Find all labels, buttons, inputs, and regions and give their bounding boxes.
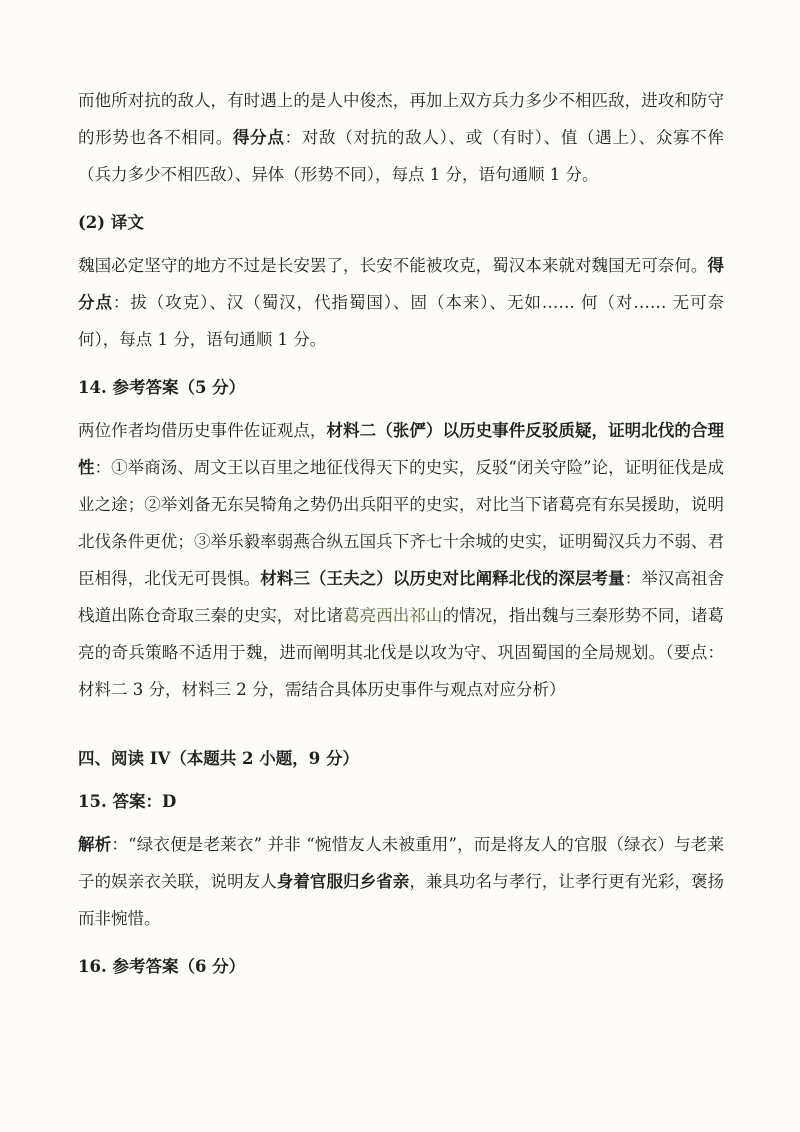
- q15-t2: 身着官服归乡省亲: [276, 872, 410, 891]
- q13-p2-text: 魏国必定坚守的地方不过是长安罢了，长安不能被攻克，蜀汉本来就对魏国无可奈何。: [78, 256, 708, 275]
- q13-p1-text: 而他所对抗的敌人，有时遇上的是人中俊杰，再加上双方兵力多少不相匹敌，进攻和防守的形势也各不相同。: [78, 91, 724, 147]
- q15-analysis: [78, 826, 724, 937]
- q15-heading: 15. 答案：D: [78, 792, 177, 811]
- q14-s6: 的情况，指出魏与三秦形势不同，诸葛亮的奇兵策略不适用于魏，进而阐明其北伐是以攻为守、巩固蜀国的全局规划。（要点：材料二 3 分，材料三 2 分，需结合具体历史事件与观点对应分析）: [78, 606, 725, 699]
- q14-heading: 14. 参考答案（5 分）: [78, 378, 246, 397]
- q13-sub2-heading: (2) 译文: [78, 213, 144, 232]
- q14-answer: [78, 412, 724, 708]
- q15-t3: ，兼具功名与孝行，让孝行更有光彩，褒扬而非惋惜。: [78, 872, 725, 928]
- q15-label: 解析: [78, 835, 112, 854]
- q13-p2-points-label: 得分点: [78, 256, 724, 312]
- q14-s3: ：①举商汤、周文王以百里之地征伐得天下的史实，反驳“闭关守险”论，证明征伐是成业之途；②举刘备无东吴犄角之势仍出兵阳平的史实，对比当下诸葛亮有东吴援助，说明北伐条件更优；③举乐毅率弱燕合纵五国兵下齐七十余城的史实，证明蜀汉兵力不弱、君臣相得，北伐无可畏惧。: [78, 458, 725, 588]
- q14-s4: 材料三（王夫之）以历史对比阐释北伐的深层考量: [260, 569, 625, 588]
- q13-translation-1: [78, 82, 724, 193]
- q16-heading: 16. 参考答案（6 分）: [78, 957, 246, 976]
- q14-s2: 材料二（张俨）以历史事件反驳质疑，证明北伐的合理性: [78, 421, 725, 477]
- q13-translation-2: [78, 247, 724, 358]
- q14-s5: ：举汉高祖舍栈道出陈仓奇取三秦的史实，对比诸: [78, 569, 725, 625]
- q13-p1-points: ：对敌（对抗的敌人）、或（有时）、值（遇上）、众寡不侔（兵力多少不相匹敌）、异体（形势不同），每点 1 分，语句通顺 1 分。: [78, 128, 725, 184]
- q15-t1: ：“绿衣便是老莱衣” 并非 “惋惜友人未被重用”，而是将友人的官服（绿衣）与老莱子的娱亲衣关联，说明友人: [78, 835, 724, 891]
- q14-s1: 两位作者均借历史事件佐证观点，: [78, 421, 327, 440]
- q13-p1-points-label: 得分点: [232, 128, 285, 147]
- q13-p2-points: ：拔（攻克）、汉（蜀汉，代指蜀国）、固（本来）、无如…… 何（对…… 无可奈何），每点 1 分，语句通顺 1 分。: [78, 293, 724, 349]
- section4-heading: 四、阅读 IV（本题共 2 小题，9 分）: [78, 749, 359, 768]
- q14-s5-green: 葛亮西出祁山: [343, 606, 443, 625]
